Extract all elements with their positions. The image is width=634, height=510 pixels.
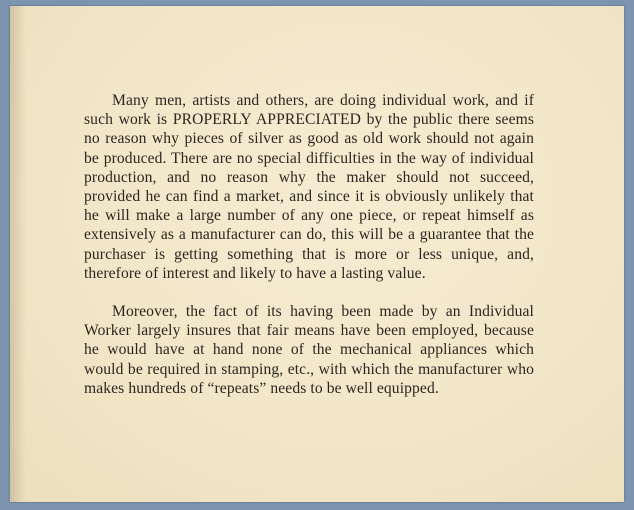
paragraph-2: Moreover, the fact of its having been made by an Individual Worker largely insures that fair means have been employed, because he would have at hand none of the mechanical appliances which would be required in stamping, etc., with which the manufacturer who makes hundreds of “repeats” needs to be well equipped. <box>84 303 534 397</box>
page-gutter <box>10 6 26 502</box>
paragraph-1: Many men, artists and others, are doing individual work, and if such work is PROPERLY APPRECIATED by the public there seems no reason why pieces of silver as good as old work should not again be produced. There are no special difficulties in the way of individual production, and no reason why the maker should not succeed, provided he can find a market, and since it is obviously unlikely that he will make a large number of any one piece, or repeat himself as extensively as a manufacturer can do, this will be a guarantee that the purchaser is getting something that is more or less unique, and, therefore of interest and likely to have a lasting value. <box>84 92 534 282</box>
book-page <box>10 6 624 502</box>
body-text <box>84 91 534 398</box>
